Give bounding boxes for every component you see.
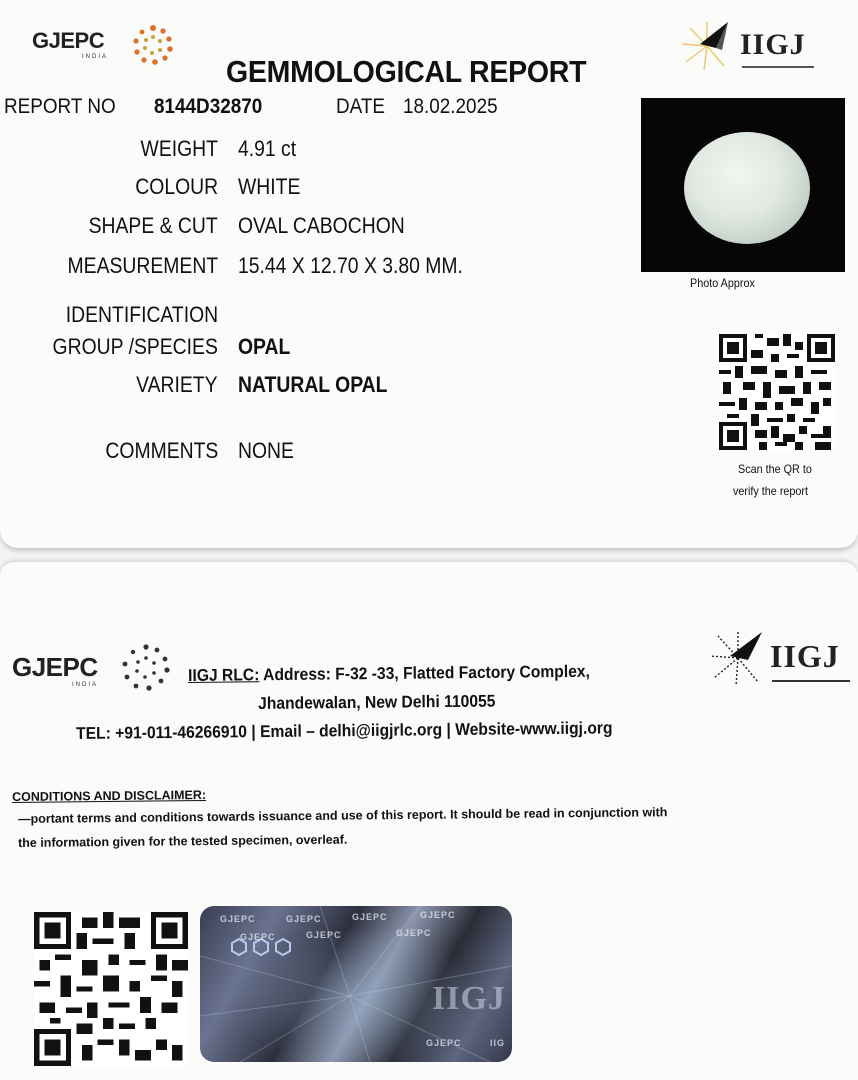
variety-label: VARIETY	[136, 372, 218, 397]
hologram-text-7: GJEPC	[396, 928, 432, 938]
iigj-logo-underline	[742, 66, 814, 68]
group-species-value: OPAL	[238, 334, 291, 359]
back-gjepc-logo	[12, 652, 99, 688]
comments-value: NONE	[238, 438, 294, 463]
contact-line: TEL: +91-011-46266910 | Email – delhi@iigjrlc.org | Website-www.iigj.org	[76, 718, 613, 743]
hologram-text-8: GJEPC	[426, 1038, 462, 1048]
conditions-line-1: —portant terms and conditions towards issuance and use of this report. It should be read in conjunction with	[18, 805, 668, 826]
gjepc-logo-text: GJEPC	[32, 28, 105, 53]
qr-caption-line-1: Scan the QR to	[738, 462, 812, 476]
variety-value: NATURAL OPAL	[238, 372, 388, 397]
iigj-logo-text: IIGJ	[740, 28, 806, 61]
back-qr-code[interactable]	[34, 912, 188, 1066]
address-label: IIGJ RLC:	[188, 665, 260, 685]
measurement-label: MEASUREMENT	[67, 253, 218, 278]
identification-label: IDENTIFICATION	[65, 302, 218, 327]
photo-caption: Photo Approx	[690, 276, 755, 290]
conditions-line-2: the information given for the tested specimen, overleaf.	[18, 832, 348, 850]
conditions-title: CONDITIONS AND DISCLAIMER:	[12, 787, 207, 804]
address-line-1	[188, 662, 590, 686]
iigj-logo	[676, 14, 826, 78]
address-text-1: Address: F-32 -33, Flatted Factory Complex,	[263, 661, 590, 685]
measurement-value: 15.44 X 12.70 X 3.80 MM.	[238, 253, 463, 278]
colour-value: WHITE	[238, 174, 301, 199]
back-gjepc-sun-emblem-icon	[120, 642, 172, 694]
weight-value: 4.91 ct	[238, 136, 297, 161]
hologram-text-4: GJEPC	[420, 910, 456, 920]
iigj-star-emblem-icon	[676, 18, 738, 74]
shape-cut-value: OVAL CABOCHON	[238, 213, 405, 238]
back-gjepc-logo-text: GJEPC	[12, 652, 98, 682]
back-qr-code-icon	[34, 912, 188, 1066]
comments-label: COMMENTS	[105, 438, 218, 463]
back-iigj-logo	[706, 622, 856, 692]
shape-cut-label: SHAPE & CUT	[88, 213, 218, 238]
hologram-text-1: GJEPC	[220, 914, 256, 924]
hologram-text-9: IIG	[490, 1038, 506, 1048]
report-no-label: REPORT NO	[4, 95, 116, 118]
report-title: GEMMOLOGICAL REPORT	[226, 54, 587, 89]
date-value: 18.02.2025	[403, 95, 498, 118]
qr-caption-line-2: verify the report	[733, 484, 809, 498]
back-gjepc-logo-subtext: INDIA	[72, 682, 99, 688]
qr-code-icon	[719, 334, 835, 450]
gemstone-photo	[641, 98, 845, 272]
hologram-text-2: GJEPC	[286, 914, 322, 924]
gjepc-logo	[32, 28, 109, 60]
back-iigj-star-emblem-icon	[706, 626, 770, 688]
gjepc-logo-subtext: INDIA	[82, 54, 109, 60]
hologram-iigj-text: IIGJ	[432, 980, 506, 1017]
address-line-2: Jhandewalan, New Delhi 110055	[258, 691, 496, 713]
weight-label: WEIGHT	[140, 136, 218, 161]
verify-qr-code[interactable]	[719, 334, 835, 450]
date-label: DATE	[336, 95, 386, 118]
report-back-card	[0, 562, 858, 1080]
opal-cabochon-image	[684, 132, 810, 244]
hologram-text-6: GJEPC	[306, 930, 342, 940]
report-no-value: 8144D32870	[154, 95, 263, 118]
gjepc-sun-emblem-icon	[130, 22, 176, 68]
back-iigj-logo-underline	[772, 680, 850, 682]
hologram-text-3: GJEPC	[352, 912, 388, 922]
group-species-label: GROUP /SPECIES	[52, 334, 218, 359]
security-hologram	[200, 906, 512, 1062]
back-iigj-logo-text: IIGJ	[770, 638, 840, 674]
hologram-text-5: GJEPC	[240, 932, 276, 942]
colour-label: COLOUR	[135, 174, 218, 199]
